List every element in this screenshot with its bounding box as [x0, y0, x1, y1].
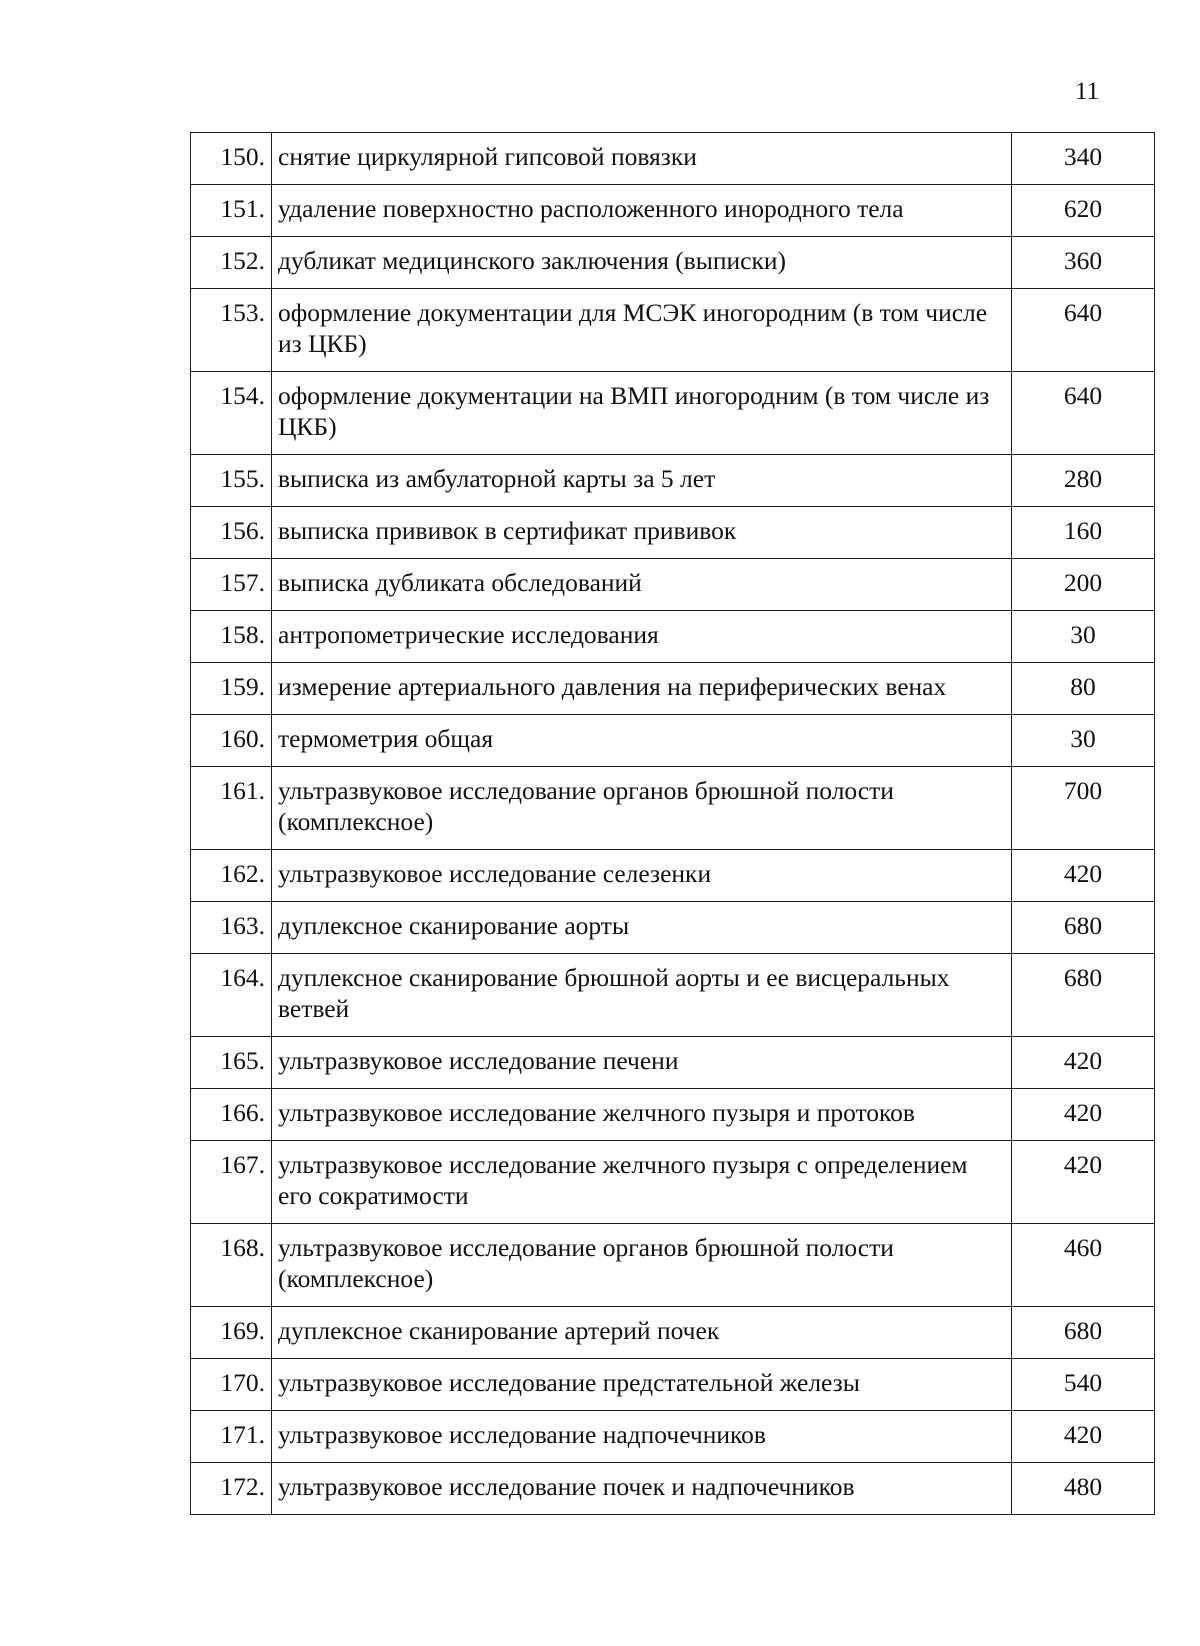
service-price: 700	[1012, 767, 1155, 850]
service-name: выписка дубликата обследований	[272, 559, 1012, 611]
table-row	[191, 1089, 1155, 1141]
table-row	[191, 767, 1155, 850]
table-row	[191, 133, 1155, 185]
service-name: дуплексное сканирование артерий почек	[272, 1307, 1012, 1359]
row-number: 165.	[191, 1037, 272, 1089]
service-price: 420	[1012, 850, 1155, 902]
service-price: 680	[1012, 1307, 1155, 1359]
table-row	[191, 1463, 1155, 1515]
row-number: 157.	[191, 559, 272, 611]
row-number: 164.	[191, 954, 272, 1037]
service-price: 680	[1012, 902, 1155, 954]
table-row	[191, 1359, 1155, 1411]
table-row	[191, 507, 1155, 559]
row-number: 161.	[191, 767, 272, 850]
service-price: 480	[1012, 1463, 1155, 1515]
table-row	[191, 663, 1155, 715]
row-number: 167.	[191, 1141, 272, 1224]
row-number: 171.	[191, 1411, 272, 1463]
service-name: дубликат медицинского заключения (выписки)	[272, 237, 1012, 289]
service-name: антропометрические исследования	[272, 611, 1012, 663]
row-number: 154.	[191, 372, 272, 455]
row-number: 155.	[191, 455, 272, 507]
row-number: 158.	[191, 611, 272, 663]
row-number: 166.	[191, 1089, 272, 1141]
service-price: 360	[1012, 237, 1155, 289]
service-name: снятие циркулярной гипсовой повязки	[272, 133, 1012, 185]
service-name: ультразвуковое исследование желчного пузыря с определением его сократимости	[272, 1141, 1012, 1224]
table-row	[191, 455, 1155, 507]
service-price: 420	[1012, 1037, 1155, 1089]
row-number: 162.	[191, 850, 272, 902]
table-row	[191, 289, 1155, 372]
service-name: удаление поверхностно расположенного инородного тела	[272, 185, 1012, 237]
row-number: 163.	[191, 902, 272, 954]
service-name: ультразвуковое исследование почек и надпочечников	[272, 1463, 1012, 1515]
row-number: 168.	[191, 1224, 272, 1307]
table-row	[191, 715, 1155, 767]
table-row	[191, 611, 1155, 663]
service-name: выписка прививок в сертификат прививок	[272, 507, 1012, 559]
table-row	[191, 1307, 1155, 1359]
table-row	[191, 1224, 1155, 1307]
service-price: 640	[1012, 372, 1155, 455]
table-row	[191, 1141, 1155, 1224]
service-price: 80	[1012, 663, 1155, 715]
service-price: 680	[1012, 954, 1155, 1037]
row-number: 153.	[191, 289, 272, 372]
table-row	[191, 1411, 1155, 1463]
service-name: выписка из амбулаторной карты за 5 лет	[272, 455, 1012, 507]
service-price: 420	[1012, 1141, 1155, 1224]
service-name: ультразвуковое исследование печени	[272, 1037, 1012, 1089]
service-name: ультразвуковое исследование надпочечников	[272, 1411, 1012, 1463]
service-name: ультразвуковое исследование селезенки	[272, 850, 1012, 902]
service-price: 160	[1012, 507, 1155, 559]
table-row	[191, 902, 1155, 954]
service-price: 420	[1012, 1411, 1155, 1463]
page-number: 11	[1075, 78, 1100, 105]
service-name: дуплексное сканирование брюшной аорты и ее висцеральных ветвей	[272, 954, 1012, 1037]
table-row	[191, 954, 1155, 1037]
service-price: 540	[1012, 1359, 1155, 1411]
row-number: 169.	[191, 1307, 272, 1359]
price-table	[190, 132, 1155, 1515]
service-price: 340	[1012, 133, 1155, 185]
service-price: 460	[1012, 1224, 1155, 1307]
service-name: оформление документации для МСЭК иногородним (в том числе из ЦКБ)	[272, 289, 1012, 372]
table-row	[191, 850, 1155, 902]
service-price: 200	[1012, 559, 1155, 611]
service-name: ультразвуковое исследование предстательной железы	[272, 1359, 1012, 1411]
row-number: 151.	[191, 185, 272, 237]
row-number: 150.	[191, 133, 272, 185]
table-row	[191, 185, 1155, 237]
table-row	[191, 1037, 1155, 1089]
table-row	[191, 237, 1155, 289]
service-name: ультразвуковое исследование желчного пузыря и протоков	[272, 1089, 1012, 1141]
row-number: 156.	[191, 507, 272, 559]
service-name: дуплексное сканирование аорты	[272, 902, 1012, 954]
table-row	[191, 559, 1155, 611]
table-row	[191, 372, 1155, 455]
service-name: ультразвуковое исследование органов брюшной полости (комплексное)	[272, 767, 1012, 850]
service-price: 640	[1012, 289, 1155, 372]
row-number: 159.	[191, 663, 272, 715]
service-price: 420	[1012, 1089, 1155, 1141]
service-price: 30	[1012, 611, 1155, 663]
service-price: 280	[1012, 455, 1155, 507]
service-name: оформление документации на ВМП иногородним (в том числе из ЦКБ)	[272, 372, 1012, 455]
service-name: термометрия общая	[272, 715, 1012, 767]
service-name: ультразвуковое исследование органов брюшной полости (комплексное)	[272, 1224, 1012, 1307]
service-price: 30	[1012, 715, 1155, 767]
row-number: 160.	[191, 715, 272, 767]
service-price: 620	[1012, 185, 1155, 237]
service-name: измерение артериального давления на периферических венах	[272, 663, 1012, 715]
row-number: 152.	[191, 237, 272, 289]
row-number: 170.	[191, 1359, 272, 1411]
row-number: 172.	[191, 1463, 272, 1515]
